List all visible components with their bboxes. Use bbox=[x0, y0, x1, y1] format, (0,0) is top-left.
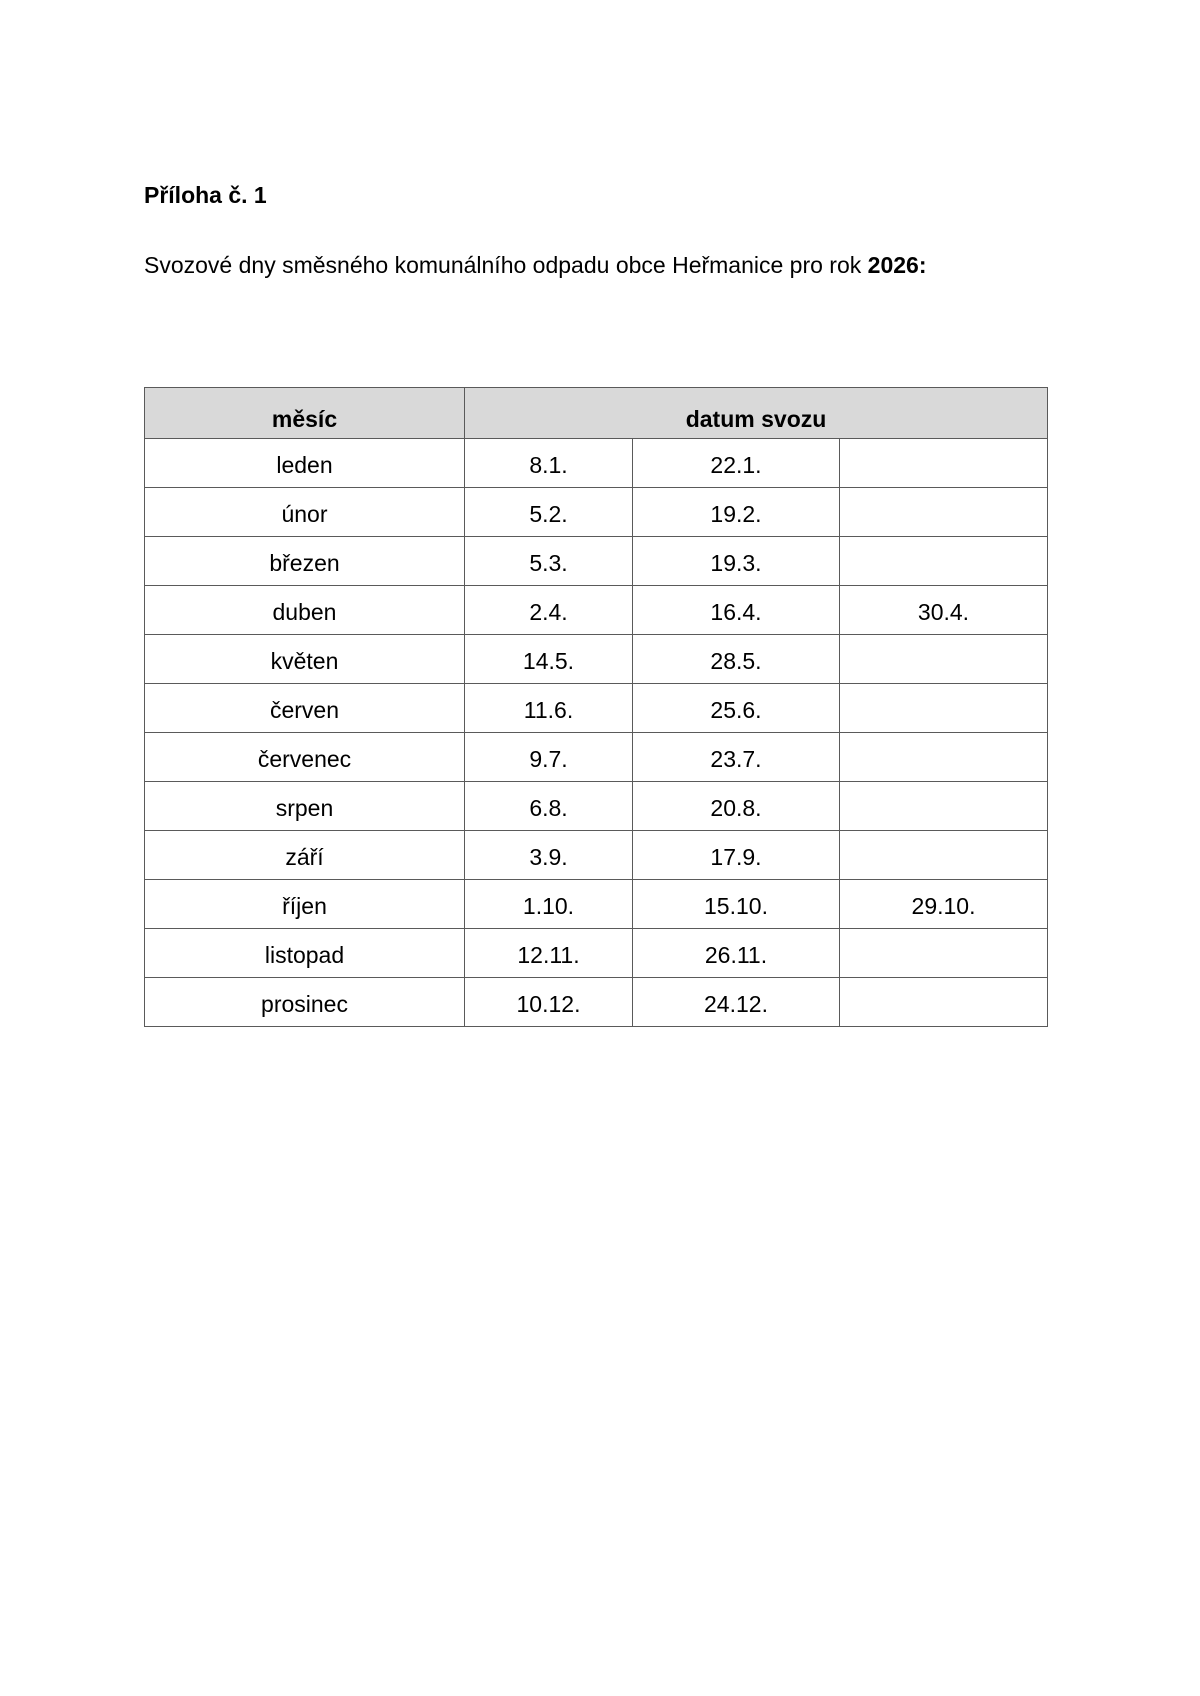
table-row bbox=[145, 733, 1048, 782]
date-1-cell: 5.3. bbox=[465, 537, 633, 586]
date-1-cell: 5.2. bbox=[465, 488, 633, 537]
table-row bbox=[145, 537, 1048, 586]
month-cell: duben bbox=[145, 586, 465, 635]
month-cell: září bbox=[145, 831, 465, 880]
date-3-cell bbox=[840, 733, 1048, 782]
date-1-cell: 2.4. bbox=[465, 586, 633, 635]
date-1-cell: 9.7. bbox=[465, 733, 633, 782]
month-cell: leden bbox=[145, 439, 465, 488]
date-3-cell bbox=[840, 831, 1048, 880]
intro-year: 2026: bbox=[867, 252, 927, 278]
table-header-row bbox=[145, 388, 1048, 439]
date-2-cell: 17.9. bbox=[633, 831, 840, 880]
table-row bbox=[145, 439, 1048, 488]
table-row bbox=[145, 831, 1048, 880]
date-2-cell: 15.10. bbox=[633, 880, 840, 929]
date-3-cell: 29.10. bbox=[840, 880, 1048, 929]
date-1-cell: 14.5. bbox=[465, 635, 633, 684]
collection-schedule-table bbox=[144, 387, 1048, 1027]
date-2-cell: 28.5. bbox=[633, 635, 840, 684]
month-cell: říjen bbox=[145, 880, 465, 929]
date-2-cell: 20.8. bbox=[633, 782, 840, 831]
month-cell: červen bbox=[145, 684, 465, 733]
table-row bbox=[145, 978, 1048, 1027]
date-1-cell: 8.1. bbox=[465, 439, 633, 488]
table-row bbox=[145, 684, 1048, 733]
month-cell: únor bbox=[145, 488, 465, 537]
date-1-cell: 11.6. bbox=[465, 684, 633, 733]
date-1-cell: 3.9. bbox=[465, 831, 633, 880]
date-1-cell: 10.12. bbox=[465, 978, 633, 1027]
intro-text: Svozové dny směsného komunálního odpadu obce Heřmanice pro rok bbox=[144, 252, 868, 278]
date-3-cell bbox=[840, 929, 1048, 978]
dates-column-header: datum svozu bbox=[465, 388, 1048, 439]
month-cell: červenec bbox=[145, 733, 465, 782]
month-column-header: měsíc bbox=[145, 388, 465, 439]
date-3-cell bbox=[840, 635, 1048, 684]
table-row bbox=[145, 635, 1048, 684]
table-row bbox=[145, 488, 1048, 537]
month-cell: srpen bbox=[145, 782, 465, 831]
date-2-cell: 19.3. bbox=[633, 537, 840, 586]
table-row bbox=[145, 782, 1048, 831]
table-body bbox=[145, 439, 1048, 1027]
date-2-cell: 23.7. bbox=[633, 733, 840, 782]
date-3-cell bbox=[840, 488, 1048, 537]
date-3-cell: 30.4. bbox=[840, 586, 1048, 635]
date-2-cell: 26.11. bbox=[633, 929, 840, 978]
date-2-cell: 22.1. bbox=[633, 439, 840, 488]
intro-paragraph bbox=[144, 250, 926, 280]
date-3-cell bbox=[840, 782, 1048, 831]
month-cell: březen bbox=[145, 537, 465, 586]
table-row bbox=[145, 929, 1048, 978]
date-2-cell: 16.4. bbox=[633, 586, 840, 635]
date-1-cell: 6.8. bbox=[465, 782, 633, 831]
date-3-cell bbox=[840, 439, 1048, 488]
page-title: Příloha č. 1 bbox=[144, 182, 267, 208]
table-row bbox=[145, 586, 1048, 635]
date-1-cell: 12.11. bbox=[465, 929, 633, 978]
date-2-cell: 19.2. bbox=[633, 488, 840, 537]
month-cell: prosinec bbox=[145, 978, 465, 1027]
date-3-cell bbox=[840, 537, 1048, 586]
month-cell: květen bbox=[145, 635, 465, 684]
date-1-cell: 1.10. bbox=[465, 880, 633, 929]
table-row bbox=[145, 880, 1048, 929]
date-3-cell bbox=[840, 684, 1048, 733]
date-3-cell bbox=[840, 978, 1048, 1027]
date-2-cell: 24.12. bbox=[633, 978, 840, 1027]
month-cell: listopad bbox=[145, 929, 465, 978]
date-2-cell: 25.6. bbox=[633, 684, 840, 733]
